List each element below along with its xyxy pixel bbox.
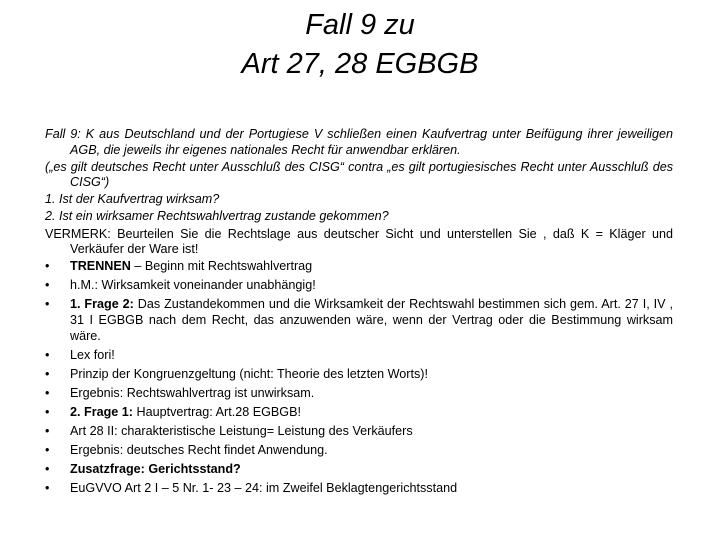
list-item [45, 278, 673, 294]
list-item-text: Hauptvertrag: Art.28 EGBGB! [133, 405, 301, 419]
slide-body [45, 127, 673, 500]
list-item [45, 348, 673, 364]
list-item [45, 367, 673, 383]
list-item-text: Prinzip der Kongruenzgeltung (nicht: Theorie des letzten Worts)! [70, 366, 428, 381]
list-item [45, 386, 673, 402]
list-item-text: EuGVVO Art 2 I – 5 Nr. 1- 23 – 24: im Zweifel Beklagtengerichtsstand [70, 481, 458, 496]
case-description: Fall 9: K aus Deutschland und der Portugiese V schließen einen Kaufvertrag unter Beifügung ihrer jeweiligen AGB, die jeweils ihr eigenes nationales Recht für anwendbar erklären. [45, 127, 673, 157]
list-item [45, 405, 673, 421]
list-item-bold: 2. Frage 1: [70, 405, 133, 419]
bullet-icon: • [45, 278, 50, 293]
list-item [45, 259, 673, 275]
question-1: 1. Ist der Kaufvertrag wirksam? [45, 192, 220, 207]
bullet-icon: • [45, 481, 50, 496]
bullet-icon: • [45, 297, 50, 312]
bullet-icon: • [45, 259, 50, 274]
list-item-bold: Zusatzfrage: Gerichtsstand? [70, 462, 241, 477]
list-item-bold: TRENNEN [70, 259, 131, 274]
list-item-text: Lex fori! [70, 347, 115, 362]
choice-of-law-clauses: („es gilt deutsches Recht unter Ausschluß des CISG“ contra „es gilt portugiesisches Recht unter Ausschluß des CISG“) [45, 159, 673, 190]
bullet-icon: • [45, 443, 50, 458]
slide-title-line-2: Art 27, 28 EGBGB [241, 48, 479, 80]
list-item-text: – Beginn mit Rechtswahlvertrag [130, 259, 313, 274]
list-item [45, 424, 673, 440]
list-item [45, 462, 673, 478]
list-item-text: Ergebnis: deutsches Recht findet Anwendung. [70, 443, 328, 458]
list-item-text: Art 28 II: charakteristische Leistung= Leistung des Verkäufers [70, 424, 413, 439]
slide-title-line-1: Fall 9 zu [305, 9, 415, 41]
list-item-text: h.M.: Wirksamkeit voneinander unabhängig! [70, 278, 316, 293]
list-item-text: Ergebnis: Rechtswahlvertrag ist unwirksam. [70, 385, 315, 400]
list-item [45, 481, 673, 497]
bullet-icon: • [45, 462, 50, 477]
bullet-icon: • [45, 405, 50, 419]
bullet-list [45, 259, 673, 497]
note-vermerk: VERMERK: Beurteilen Sie die Rechtslage aus deutscher Sicht und unterstellen Sie , daß K = Kläger und Verkäufer der Ware ist! [45, 226, 673, 257]
slide-title [0, 6, 720, 84]
list-item [45, 443, 673, 459]
list-item-bold: 1. Frage 2: [70, 297, 134, 312]
bullet-icon: • [45, 347, 50, 362]
bullet-icon: • [45, 385, 50, 400]
list-item [45, 297, 673, 344]
bullet-icon: • [45, 366, 50, 381]
list-item-text: Das Zustandekommen und die Wirksamkeit der Rechtswahl bestimmen sich gem. Art. 27 I, IV , 31 I EGBGB nach dem Recht, das anzuwenden wäre, wenn der Vertrag oder die Bestimmung wirksam wäre. [70, 297, 673, 343]
question-2: 2. Ist ein wirksamer Rechtswahlvertrag zustande gekommen? [45, 209, 389, 224]
bullet-icon: • [45, 424, 50, 439]
